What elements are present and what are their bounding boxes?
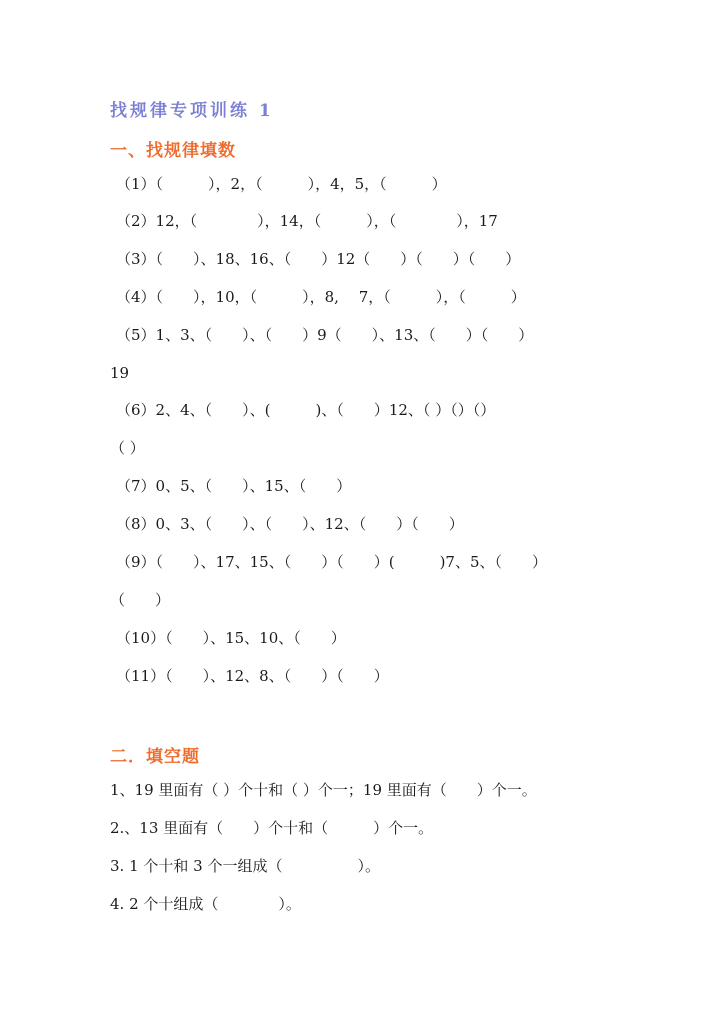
s1-line-3: （3）（ ）、18、16、（ ）12（ ）（ ）（ ）	[116, 250, 521, 268]
s2-question-1: 1、19 里面有（ ）个十和（ ）个一；19 里面有（ ）个一。	[110, 781, 537, 799]
s1-line-5-continued: 19	[110, 364, 130, 382]
section-1-heading: 一、找规律填数	[110, 141, 236, 161]
s1-line-6-continued: （ ）	[110, 439, 145, 457]
s1-line-7: （7）0、5、（ ）、15、（ ）	[116, 477, 352, 495]
s1-line-9-continued: （ ）	[110, 591, 171, 609]
section-2-heading: 二．填空题	[110, 747, 200, 767]
page-title: 找规律专项训练 1	[110, 101, 274, 121]
s2-question-4: 4. 2 个十组成（ ）。	[110, 895, 301, 913]
s1-line-8: （8）0、3、（ ）、（ ）、12、（ ）（ ）	[116, 515, 464, 533]
s1-line-4: （4）（ ），10，（ ），8, 7，（ ），（ ）	[116, 288, 526, 306]
s2-question-3: 3. 1 个十和 3 个一组成（ ）。	[110, 857, 380, 875]
s2-question-2: 2.、13 里面有（ ）个十和（ ）个一。	[110, 819, 434, 837]
s1-line-10: （10）（ ）、15、10、（ ）	[116, 629, 346, 647]
s1-line-6: （6）2、4、（ ）、( )、（ ）12、（ ）（）（）	[116, 401, 496, 419]
s1-line-1: （1）（ ），2，（ ），4，5，（ ）	[116, 175, 447, 193]
s1-line-2: （2）12，（ ），14，（ ），（ ），17	[116, 212, 498, 230]
s1-line-11: （11）（ ）、12、8、（ ）（ ）	[116, 667, 389, 685]
s1-line-5: （5）1、3、（ ）、（ ）9（ ）、13、（ ）（ ）	[116, 326, 534, 344]
s1-line-9: （9）（ ）、17、15、（ ）（ ）( )7、5、（ ）	[116, 553, 548, 571]
